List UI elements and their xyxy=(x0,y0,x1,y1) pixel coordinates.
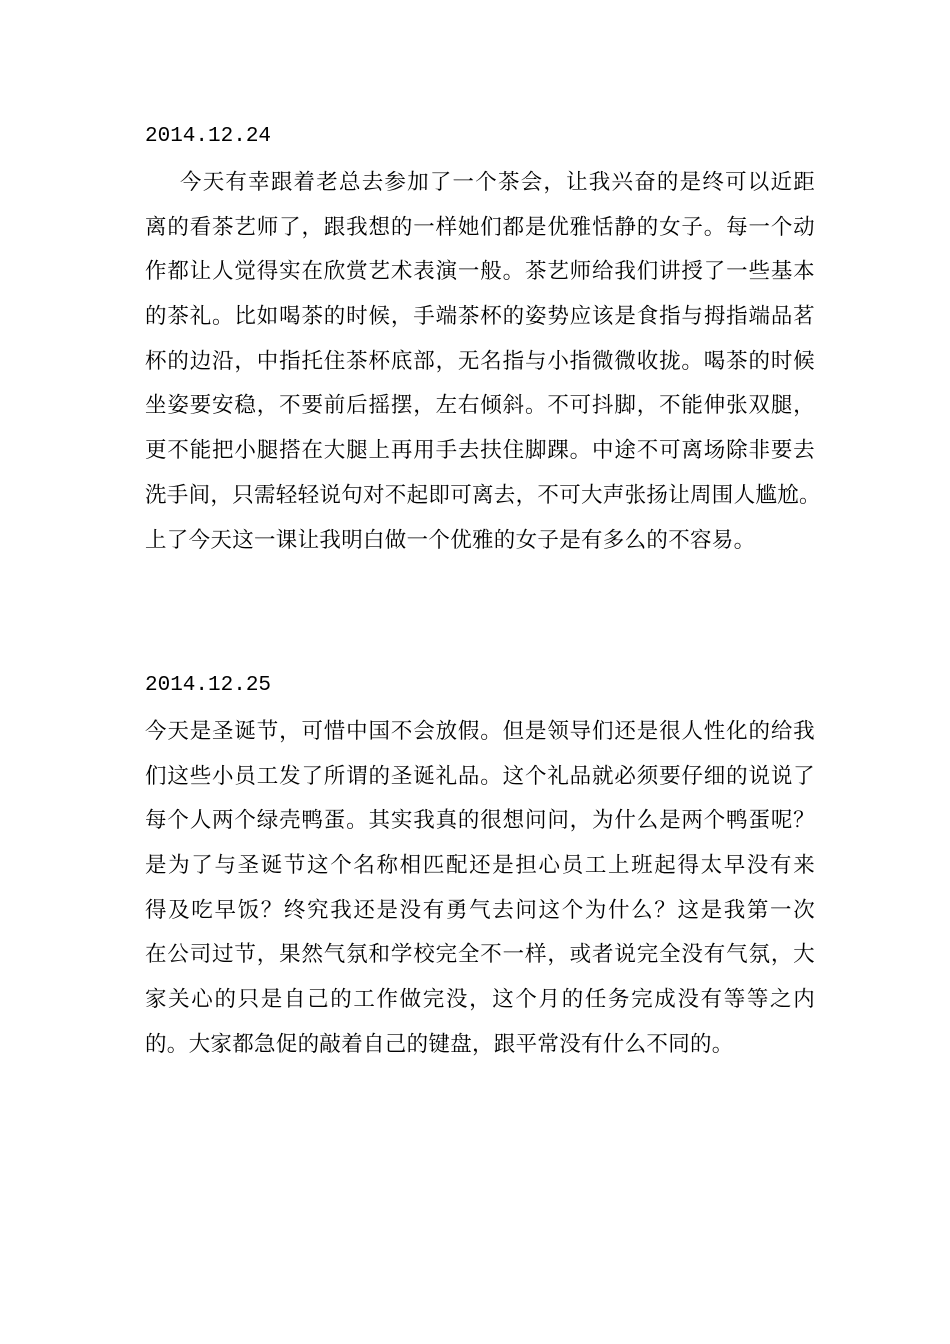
entry-date: 2014.12.24 xyxy=(145,125,272,148)
text-line: 在公司过节，果然气氛和学校完全不一样，或者说完全没有气氛，大 xyxy=(145,942,815,968)
text-line: 上了今天这一课让我明白做一个优雅的女子是有多么的不容易。 xyxy=(145,527,756,553)
text-line: 洗手间，只需轻轻说句对不起即可离去，不可大声张扬让周围人尴尬。 xyxy=(145,482,821,508)
text-line: 今天是圣诞节，可惜中国不会放假。但是领导们还是很人性化的给我 xyxy=(145,719,815,744)
text-line: 每个人两个绿壳鸭蛋。其实我真的很想问问，为什么是两个鸭蛋呢？ xyxy=(145,808,815,834)
text-line: 是为了与圣诞节这个名称相匹配还是担心员工上班起得太早没有来 xyxy=(145,853,815,879)
text-line: 的。大家都急促的敲着自己的键盘，跟平常没有什么不同的。 xyxy=(145,1031,734,1057)
text-line: 杯的边沿，中指托住茶杯底部，无名指与小指微微收拢。喝茶的时候 xyxy=(145,348,815,374)
text-line: 作都让人觉得实在欣赏艺术表演一般。茶艺师给我们讲授了一些基本 xyxy=(145,259,815,285)
text-line: 更不能把小腿搭在大腿上再用手去扶住脚踝。中途不可离场除非要去 xyxy=(145,438,815,464)
entry-date: 2014.12.25 xyxy=(145,674,272,697)
text-line: 们这些小员工发了所谓的圣诞礼品。这个礼品就必须要仔细的说说了 xyxy=(145,763,815,789)
text-line: 的茶礼。比如喝茶的时候，手端茶杯的姿势应该是食指与拇指端品茗 xyxy=(145,304,815,330)
text-line: 坐姿要安稳，不要前后摇摆，左右倾斜。不可抖脚，不能伸张双腿， xyxy=(145,393,815,419)
entry-body xyxy=(145,710,815,1068)
text-line: 今天有幸跟着老总去参加了一个茶会，让我兴奋的是终可以近距 xyxy=(180,170,815,195)
entry-body xyxy=(145,161,821,563)
text-line: 得及吃早饭？终究我还是没有勇气去问这个为什么？这是我第一次 xyxy=(145,897,815,923)
text-line: 离的看茶艺师了，跟我想的一样她们都是优雅恬静的女子。每一个动 xyxy=(145,214,815,240)
text-line: 家关心的只是自己的工作做完没，这个月的任务完成没有等等之内 xyxy=(145,987,815,1013)
